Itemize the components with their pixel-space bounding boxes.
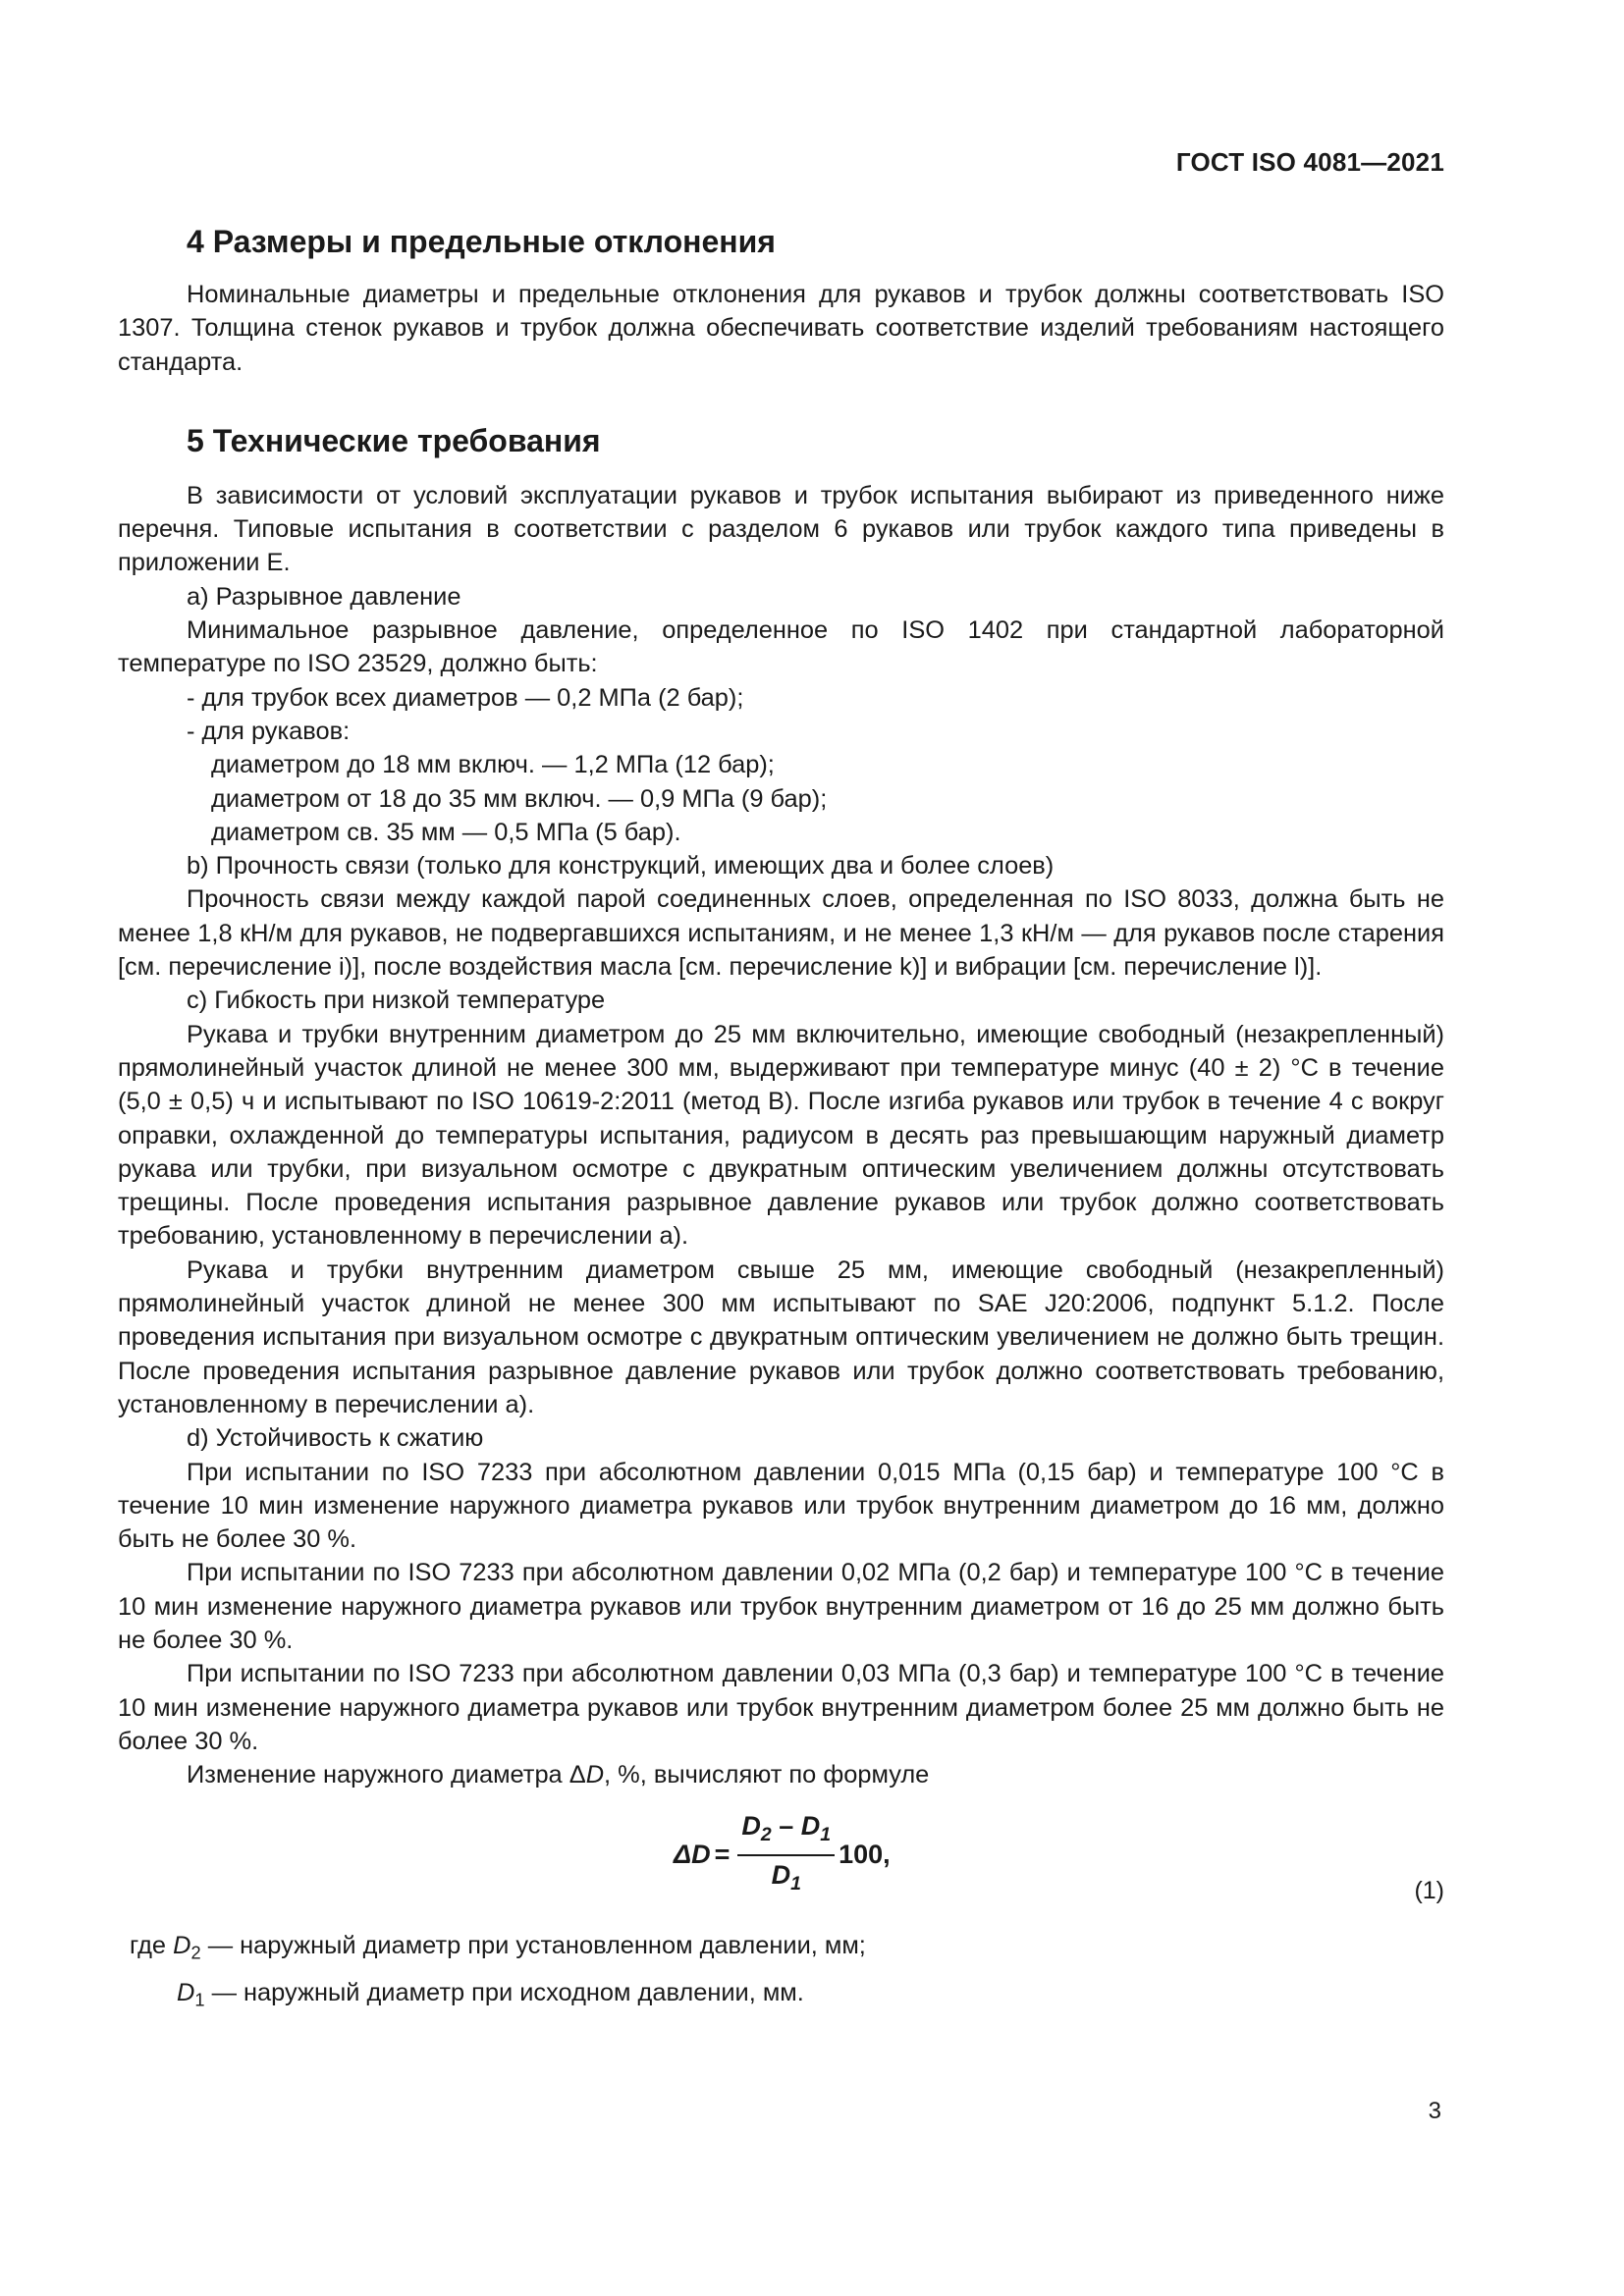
item-b-text: Прочность связи между каждой парой соединенных слоев, определенная по ISO 8033, должна быть не менее 1,8 кН/м для рукавов, не подвергавшихся испытаниям, и не менее 1,3 кН/м — для рукавов после старения [см. перечисление i)], после воздействия масла [см. перечисление k)] и вибрации [см. перечисление l)].: [118, 885, 1444, 982]
formula-block: [118, 1805, 1444, 1921]
section-5-intro: В зависимости от условий эксплуатации рукавов и трубок испытания выбирают из приведенного ниже перечня. Типовые испытания в соответствии с разделом 6 рукавов или трубок каждого типа приведены в приложении Е.: [118, 481, 1444, 577]
formula-intro-tail: , %, вычисляют по формуле: [604, 1761, 930, 1789]
where-var-2: D: [177, 1979, 195, 2007]
where-sub-1: 2: [190, 1942, 201, 1963]
formula-intro: [118, 1758, 1444, 1791]
numerator-var-b: D: [800, 1811, 821, 1842]
item-b-title: b) Прочность связи (только для конструкций, имеющих два и более слоев): [187, 852, 1055, 881]
item-c-paragraph-1: Рукава и трубки внутренним диаметром до 25 мм включительно, имеющие свободный (незакрепленный) прямолинейный участок длиной не менее 300 мм, выдерживают при температуре минус (40 ± 2) °С в течение (5,0 ± 0,5) ч и испытывают по ISO 10619-2:2011 (метод В). После изгиба рукавов или трубок в течение 4 с вокруг оправки, охлажденной до температуры испытания, радиусом в десять раз превышающим наружный диаметр рукава или трубки, при визуальном осмотре с двукратным оптическим увеличением должны отсутствовать трещины. После проведения испытания разрывное давление рукавов или трубок должно соответствовать требованию, установленному в перечислении а).: [118, 1020, 1444, 1251]
item-a-list-item: - для рукавов:: [187, 717, 351, 745]
item-d-title: d) Устойчивость к сжатию: [187, 1424, 484, 1453]
item-a-title: a) Разрывное давление: [187, 582, 461, 611]
formula: [674, 1809, 891, 1899]
formula-intro-variable: D: [585, 1761, 605, 1789]
page-number: 3: [1428, 2098, 1441, 2124]
where-sub-2: 1: [194, 1989, 205, 2010]
item-d-paragraph-1: При испытании по ISO 7233 при абсолютном давлении 0,015 МПа (0,15 бар) и температуре 100 °С в течение 10 мин изменение наружного диаметра рукавов или трубок внутренним диаметром до 16 мм, должно быть не более 30 %.: [118, 1458, 1444, 1554]
denominator-sub: 1: [790, 1872, 801, 1895]
where-var-1: D: [173, 1932, 191, 1960]
item-c-paragraph-2: Рукава и трубки внутренним диаметром свыше 25 мм, имеющие свободный (незакрепленный) прямолинейный участок длиной не менее 300 мм испытывают по SAE J20:2006, подпункт 5.1.2. После проведения испытания при визуальном осмотре с двукратным оптическим увеличением не должно быть трещин. После проведения испытания разрывное давление рукавов или трубок должно соответствовать требованию, установленному в перечислении а).: [118, 1255, 1444, 1418]
item-d-paragraph-3: При испытании по ISO 7233 при абсолютном давлении 0,03 МПа (0,3 бар) и температуре 100 °С в течение 10 мин изменение наружного диаметра рукавов или трубок внутренним диаметром более 25 мм должно быть не более 30 %.: [118, 1660, 1444, 1755]
formula-numerator: [737, 1809, 835, 1855]
formula-equals: =: [714, 1840, 731, 1870]
section-4-paragraph: Номинальные диаметры и предельные отклонения для рукавов и трубок должны соответствовать ISO 1307. Толщина стенок рукавов и трубок должна обеспечивать соответствие изделий требованиям настоящего стандарта.: [118, 281, 1444, 376]
item-d-paragraph-2: При испытании по ISO 7233 при абсолютном давлении 0,02 МПа (0,2 бар) и температуре 100 °С в течение 10 мин изменение наружного диаметра рукавов или трубок внутренним диаметром от 16 до 25 мм должно быть не более 30 %.: [118, 1559, 1444, 1654]
numerator-sub-b: 1: [820, 1824, 832, 1846]
where-prefix: где: [130, 1932, 174, 1960]
page-content: [118, 221, 1444, 2017]
where-line-1: [118, 1929, 1444, 1970]
section-5-heading: 5 Технические требования: [187, 422, 601, 458]
where-text-1: — наружный диаметр при установленном давлении, мм;: [200, 1932, 866, 1960]
item-a-sublist-item: диаметром св. 35 мм — 0,5 МПа (5 бар).: [211, 818, 681, 846]
formula-lhs: ΔD: [674, 1840, 711, 1870]
item-a-sublist-item: диаметром до 18 мм включ. — 1,2 МПа (12 бар);: [211, 751, 775, 779]
equation-number: (1): [1414, 1877, 1444, 1905]
where-text-2: — наружный диаметр при исходном давлении, мм.: [204, 1979, 804, 2007]
section-4-heading: 4 Размеры и предельные отклонения: [187, 224, 776, 259]
numerator-sub-a: 2: [760, 1824, 772, 1846]
item-a-list-item: - для трубок всех диаметров — 0,2 МПа (2 бар);: [187, 683, 744, 712]
formula-tail: 100,: [839, 1840, 891, 1870]
item-c-title: c) Гибкость при низкой температуре: [187, 987, 606, 1015]
numerator-var-a: D: [741, 1811, 761, 1842]
numerator-operator: –: [771, 1811, 801, 1842]
where-line-2: [118, 1976, 1444, 2017]
item-a-sublist-item: диаметром от 18 до 35 мм включ. — 0,9 МПа (9 бар);: [211, 784, 828, 813]
formula-intro-text: Изменение наружного диаметра Δ: [187, 1761, 586, 1789]
denominator-var: D: [771, 1859, 791, 1890]
formula-fraction: [737, 1809, 835, 1899]
document-header: ГОСТ ISO 4081—2021: [1175, 147, 1444, 177]
formula-denominator: [772, 1856, 801, 1900]
item-a-text: Минимальное разрывное давление, определенное по ISO 1402 при стандартной лабораторной температуре по ISO 23529, должно быть:: [118, 616, 1444, 678]
